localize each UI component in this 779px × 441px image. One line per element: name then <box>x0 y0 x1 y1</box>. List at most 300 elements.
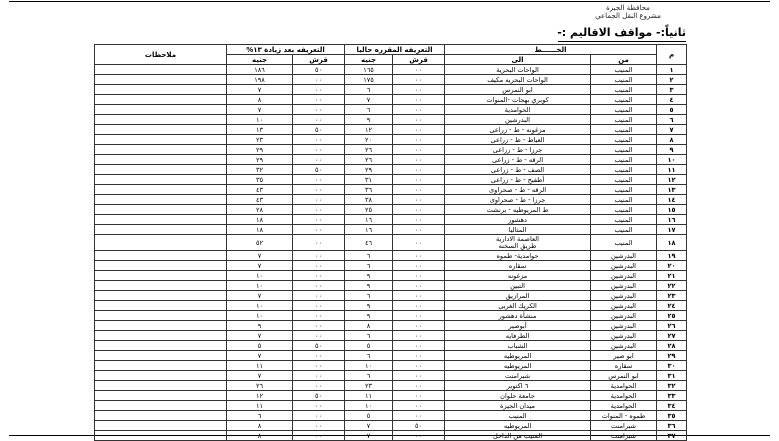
new-piaster-cell: ٠٠ <box>293 271 345 281</box>
new-piaster-cell: ٠٠ <box>293 135 345 145</box>
new-piaster-cell: ٥٠ <box>293 165 345 175</box>
notes-cell <box>95 271 227 281</box>
to-cell: ميدان الجيزة <box>445 401 591 411</box>
new-pound-cell: ١٠ <box>227 115 293 125</box>
new-pound-cell: ٧ <box>227 351 293 361</box>
from-cell: الحوامدية <box>591 391 657 401</box>
row-number-cell: ٣٦ <box>657 421 687 431</box>
current-piaster-cell: ٠٠ <box>393 401 445 411</box>
to-line-1: العاصمة الادارية <box>496 234 540 243</box>
to-cell: جرزا - ط - صحراوى <box>445 195 591 205</box>
header-current-piaster: قرش <box>393 55 445 65</box>
header-new-pound: جنيه <box>227 55 293 65</box>
from-cell: الحوامدية <box>591 401 657 411</box>
to-cell: دهشور <box>445 215 591 225</box>
new-pound-cell: ١٠ <box>227 301 293 311</box>
current-pound-cell: ١٢ <box>345 125 393 135</box>
current-piaster-cell: ٠٠ <box>393 411 445 421</box>
notes-cell <box>95 371 227 381</box>
notes-cell <box>95 75 227 85</box>
new-pound-cell: ١٨ <box>227 225 293 235</box>
to-cell: الطرفايه <box>445 331 591 341</box>
current-pound-cell: ٩ <box>345 281 393 291</box>
table-row <box>95 371 687 381</box>
table-row <box>95 225 687 235</box>
from-cell: المنيب <box>591 235 657 251</box>
header-new-piaster: قرش <box>293 55 345 65</box>
current-piaster-cell: ٠٠ <box>393 145 445 155</box>
notes-cell <box>95 185 227 195</box>
new-piaster-cell: ٠٠ <box>293 281 345 291</box>
notes-cell <box>95 311 227 321</box>
new-piaster-cell: ٠٠ <box>293 215 345 225</box>
document-page <box>86 4 694 440</box>
table-row <box>95 431 687 441</box>
table-row <box>95 155 687 165</box>
section-title: ثانياً:- مواقف الاقاليم :- <box>557 26 686 39</box>
row-number-cell: ٢٤ <box>657 301 687 311</box>
row-number-cell: ١٤ <box>657 195 687 205</box>
from-cell: البدرشين <box>591 281 657 291</box>
new-piaster-cell: ٥٠ <box>293 341 345 351</box>
from-cell: شبرامنت <box>591 431 657 441</box>
from-cell: ابو النمرس <box>591 371 657 381</box>
from-cell: المنيب <box>591 145 657 155</box>
notes-cell <box>95 225 227 235</box>
new-piaster-cell: ٠٠ <box>293 105 345 115</box>
new-pound-cell: ١٠ <box>227 281 293 291</box>
to-line-2: طريق السخنه <box>498 241 537 250</box>
to-cell: شبرامنت <box>445 371 591 381</box>
notes-cell <box>95 85 227 95</box>
table-row <box>95 205 687 215</box>
notes-cell <box>95 175 227 185</box>
current-pound-cell: ١٦ <box>345 225 393 235</box>
table-row <box>95 261 687 271</box>
table-row <box>95 301 687 311</box>
notes-cell <box>95 165 227 175</box>
current-piaster-cell: ٠٠ <box>393 381 445 391</box>
new-pound-cell: ٢٣ <box>227 135 293 145</box>
header-route: الخــــــط <box>445 45 657 55</box>
row-number-cell: ٢٨ <box>657 341 687 351</box>
table-row <box>95 391 687 401</box>
to-cell <box>445 235 591 251</box>
table-row <box>95 165 687 175</box>
row-number-cell: ٣٣ <box>657 391 687 401</box>
current-pound-cell: ٦ <box>345 331 393 341</box>
current-pound-cell: ١٠ <box>345 361 393 371</box>
from-cell: شبرامنت <box>591 421 657 431</box>
to-cell: الواحات البحريه مكيف <box>445 75 591 85</box>
organization-header <box>568 4 688 20</box>
new-piaster-cell: ٠٠ <box>293 381 345 391</box>
current-pound-cell: ٧ <box>345 95 393 105</box>
from-cell: المنيب <box>591 105 657 115</box>
new-pound-cell: ٢٦ <box>227 381 293 391</box>
to-cell: ٦ اكتوبر <box>445 381 591 391</box>
current-piaster-cell: ٠٠ <box>393 431 445 441</box>
current-pound-cell: ٢٦ <box>345 155 393 165</box>
current-piaster-cell: ٠٠ <box>393 371 445 381</box>
table-row <box>95 75 687 85</box>
to-cell: العياط - ط - زراعى <box>445 135 591 145</box>
from-cell: المنيب <box>591 225 657 235</box>
from-cell: المنيب <box>591 75 657 85</box>
new-piaster-cell: ٠٠ <box>293 75 345 85</box>
new-pound-cell: ١٩٨ <box>227 75 293 85</box>
row-number-cell: ٢٢ <box>657 281 687 291</box>
from-cell: البدرشين <box>591 261 657 271</box>
new-piaster-cell: ٠٠ <box>293 85 345 95</box>
current-pound-cell: ١٦ <box>345 215 393 225</box>
notes-cell <box>95 421 227 431</box>
row-number-cell: ٣٢ <box>657 381 687 391</box>
notes-cell <box>95 155 227 165</box>
table-row <box>95 195 687 205</box>
row-number-cell: ١٨ <box>657 235 687 251</box>
row-number-cell: ١٢ <box>657 175 687 185</box>
notes-cell <box>95 331 227 341</box>
row-number-cell: ١٩ <box>657 251 687 261</box>
table-row <box>95 185 687 195</box>
table-row <box>95 135 687 145</box>
current-piaster-cell: ٠٠ <box>393 341 445 351</box>
notes-cell <box>95 95 227 105</box>
current-piaster-cell: ٠٠ <box>393 185 445 195</box>
new-piaster-cell: ٠٠ <box>293 421 345 431</box>
from-cell: الحوامدية <box>591 381 657 391</box>
row-number-cell: ٨ <box>657 135 687 145</box>
notes-cell <box>95 291 227 301</box>
row-number-cell: ١٥ <box>657 205 687 215</box>
from-cell: المنيب <box>591 195 657 205</box>
current-piaster-cell: ٠٠ <box>393 331 445 341</box>
current-piaster-cell: ٥٠ <box>393 421 445 431</box>
current-pound-cell: ٩ <box>345 311 393 321</box>
current-piaster-cell: ٠٠ <box>393 235 445 251</box>
table-row <box>95 341 687 351</box>
current-pound-cell: ٦ <box>345 261 393 271</box>
table-row <box>95 311 687 321</box>
header-new-fare: التعريفه بعد زيادة ١٣% <box>227 45 345 55</box>
frame-line-top <box>9 1 770 2</box>
row-number-cell: ٢٩ <box>657 351 687 361</box>
notes-cell <box>95 125 227 135</box>
to-cell: الشباب <box>445 341 591 351</box>
from-cell: البدرشين <box>591 321 657 331</box>
row-number-cell: ٥ <box>657 105 687 115</box>
to-cell: جرزا - ط - زراعى <box>445 145 591 155</box>
table-row <box>95 115 687 125</box>
to-cell: المرازيق <box>445 291 591 301</box>
new-piaster-cell: ٠٠ <box>293 95 345 105</box>
header-current-pound: جنيه <box>345 55 393 65</box>
organization-name: محافظة الجيزة <box>606 4 650 12</box>
notes-cell <box>95 215 227 225</box>
current-pound-cell: ٧ <box>345 421 393 431</box>
fare-table-body <box>95 65 687 441</box>
table-row <box>95 105 687 115</box>
from-cell: المنيب <box>591 65 657 75</box>
current-piaster-cell: ٠٠ <box>393 115 445 125</box>
table-row <box>95 145 687 155</box>
row-number-cell: ٢ <box>657 75 687 85</box>
notes-cell <box>95 391 227 401</box>
current-piaster-cell: ٠٠ <box>393 155 445 165</box>
new-pound-cell: ٤٣ <box>227 195 293 205</box>
new-piaster-cell: ٠٠ <box>293 311 345 321</box>
notes-cell <box>95 341 227 351</box>
to-cell: المثاليا <box>445 225 591 235</box>
table-row <box>95 175 687 185</box>
current-pound-cell: ١١ <box>345 391 393 401</box>
from-cell: طموه - المنوات <box>591 411 657 421</box>
new-pound-cell: ٧ <box>227 331 293 341</box>
new-pound-cell: ٧ <box>227 291 293 301</box>
row-number-cell: ٢٣ <box>657 291 687 301</box>
current-pound-cell: ٩ <box>345 271 393 281</box>
table-header-row <box>95 45 687 55</box>
row-number-cell: ٣٧ <box>657 431 687 441</box>
table-row <box>95 361 687 371</box>
notes-cell <box>95 351 227 361</box>
current-piaster-cell: ٠٠ <box>393 251 445 261</box>
header-current-fare: التعريفه المقرره حاليا <box>345 45 445 55</box>
current-piaster-cell: ٠٠ <box>393 75 445 85</box>
from-cell: المنيب <box>591 205 657 215</box>
notes-cell <box>95 115 227 125</box>
table-row <box>95 271 687 281</box>
from-cell: المنيب <box>591 185 657 195</box>
row-number-cell: ٢٧ <box>657 331 687 341</box>
row-number-cell: ٢٠ <box>657 261 687 271</box>
from-cell: المنيب <box>591 125 657 135</box>
new-piaster-cell: ٠٠ <box>293 301 345 311</box>
current-pound-cell: ٢٣ <box>345 381 393 391</box>
row-number-cell: ١٧ <box>657 225 687 235</box>
fare-table <box>94 44 687 441</box>
table-row <box>95 95 687 105</box>
row-number-cell: ١١ <box>657 165 687 175</box>
current-pound-cell: ٥ <box>345 411 393 421</box>
notes-cell <box>95 65 227 75</box>
new-pound-cell: ٧ <box>227 85 293 95</box>
new-piaster-cell: ٥٠ <box>293 125 345 135</box>
new-piaster-cell: ٥٠ <box>293 65 345 75</box>
current-piaster-cell: ٠٠ <box>393 225 445 235</box>
table-row <box>95 251 687 261</box>
new-pound-cell: ٨ <box>227 95 293 105</box>
current-piaster-cell: ٠٠ <box>393 271 445 281</box>
table-row <box>95 351 687 361</box>
new-pound-cell: ٦ <box>227 411 293 421</box>
new-piaster-cell: ٠٠ <box>293 261 345 271</box>
new-pound-cell: ٣٥ <box>227 175 293 185</box>
new-pound-cell: ١٨٦ <box>227 65 293 75</box>
current-pound-cell: ٦ <box>345 291 393 301</box>
from-cell: البدرشين <box>591 251 657 261</box>
to-cell: حوامدية- طموه <box>445 251 591 261</box>
current-piaster-cell: ٠٠ <box>393 301 445 311</box>
to-cell: التبين <box>445 281 591 291</box>
new-pound-cell: ١٠ <box>227 311 293 321</box>
from-cell: سقاره <box>591 361 657 371</box>
new-piaster-cell: ٠٠ <box>293 331 345 341</box>
header-to: الى <box>445 55 591 65</box>
current-piaster-cell: ٠٠ <box>393 125 445 135</box>
new-piaster-cell: ٠٠ <box>293 185 345 195</box>
to-cell: الرقه - ط - صحراوى <box>445 185 591 195</box>
notes-cell <box>95 401 227 411</box>
current-pound-cell: ٧ <box>345 431 393 441</box>
from-cell: المنيب <box>591 175 657 185</box>
table-row <box>95 235 687 251</box>
new-pound-cell: ٢٩ <box>227 145 293 155</box>
to-cell: المريوطيه <box>445 351 591 361</box>
from-cell: البدرشين <box>591 271 657 281</box>
current-pound-cell: ٦ <box>345 351 393 361</box>
current-pound-cell: ٦ <box>345 85 393 95</box>
table-row <box>95 381 687 391</box>
new-pound-cell: ٧ <box>227 371 293 381</box>
table-row <box>95 65 687 75</box>
table-row <box>95 421 687 431</box>
current-piaster-cell: ٠٠ <box>393 261 445 271</box>
to-cell: المنيب من الداخل <box>445 431 591 441</box>
new-piaster-cell: ٠٠ <box>293 205 345 215</box>
current-pound-cell: ٢٩ <box>345 165 393 175</box>
current-pound-cell: ٦ <box>345 371 393 381</box>
current-pound-cell: ٢٦ <box>345 145 393 155</box>
new-piaster-cell: ٠٠ <box>293 361 345 371</box>
current-pound-cell: ١٦٥ <box>345 65 393 75</box>
current-pound-cell: ٩ <box>345 115 393 125</box>
new-piaster-cell: ٠٠ <box>293 155 345 165</box>
new-piaster-cell: ٠٠ <box>293 411 345 421</box>
current-piaster-cell: ٠٠ <box>393 165 445 175</box>
current-piaster-cell: ٠٠ <box>393 105 445 115</box>
table-row <box>95 215 687 225</box>
new-pound-cell: ١٨ <box>227 215 293 225</box>
row-number-cell: ٢٥ <box>657 311 687 321</box>
from-cell: البدرشين <box>591 331 657 341</box>
from-cell: المنيب <box>591 85 657 95</box>
to-cell: المنيب <box>445 411 591 421</box>
new-piaster-cell: ٠٠ <box>293 371 345 381</box>
header-number: م <box>657 45 687 65</box>
from-cell: المنيب <box>591 165 657 175</box>
project-name: مشروع النقل الجماعي <box>595 12 661 20</box>
table-row <box>95 321 687 331</box>
row-number-cell: ٣٠ <box>657 361 687 371</box>
row-number-cell: ١٣ <box>657 185 687 195</box>
notes-cell <box>95 321 227 331</box>
new-pound-cell: ٨ <box>227 421 293 431</box>
to-cell: مزغونه <box>445 271 591 281</box>
from-cell: المنيب <box>591 95 657 105</box>
row-number-cell: ٦ <box>657 115 687 125</box>
notes-cell <box>95 431 227 441</box>
to-cell: أطفيح - ط - زراعى <box>445 175 591 185</box>
to-cell: ط المريوطيه - برنشت <box>445 205 591 215</box>
new-pound-cell: ٩ <box>227 321 293 331</box>
row-number-cell: ١ <box>657 65 687 75</box>
current-piaster-cell: ٠٠ <box>393 85 445 95</box>
current-pound-cell: ٨ <box>345 321 393 331</box>
current-pound-cell: ١٠ <box>345 401 393 411</box>
new-piaster-cell: ٥٠ <box>293 391 345 401</box>
to-cell: المريوطيه <box>445 421 591 431</box>
new-pound-cell: ٧ <box>227 251 293 261</box>
row-number-cell: ٣٤ <box>657 401 687 411</box>
row-number-cell: ٢١ <box>657 271 687 281</box>
to-cell: جامعة حلوان <box>445 391 591 401</box>
to-cell: ابو النمرس <box>445 85 591 95</box>
current-pound-cell: ٥ <box>345 341 393 351</box>
current-piaster-cell: ٠٠ <box>393 175 445 185</box>
current-pound-cell: ٢٠ <box>345 135 393 145</box>
notes-cell <box>95 145 227 155</box>
new-piaster-cell: ٠٠ <box>293 431 345 441</box>
table-row <box>95 85 687 95</box>
new-piaster-cell: ٠٠ <box>293 401 345 411</box>
current-piaster-cell: ٠٠ <box>393 311 445 321</box>
new-pound-cell: ١١ <box>227 401 293 411</box>
from-cell: البدرشين <box>591 311 657 321</box>
new-piaster-cell: ٠٠ <box>293 251 345 261</box>
new-pound-cell: ٢٩ <box>227 155 293 165</box>
from-cell: المنيب <box>591 115 657 125</box>
current-piaster-cell: ٠٠ <box>393 205 445 215</box>
notes-cell <box>95 281 227 291</box>
notes-cell <box>95 205 227 215</box>
current-piaster-cell: ٠٠ <box>393 215 445 225</box>
current-piaster-cell: ٠٠ <box>393 321 445 331</box>
current-piaster-cell: ٠٠ <box>393 195 445 205</box>
current-pound-cell: ٢٥ <box>345 205 393 215</box>
row-number-cell: ٣٥ <box>657 411 687 421</box>
current-piaster-cell: ٠٠ <box>393 291 445 301</box>
current-piaster-cell: ٠٠ <box>393 95 445 105</box>
table-row <box>95 125 687 135</box>
notes-cell <box>95 411 227 421</box>
current-piaster-cell: ٠٠ <box>393 361 445 371</box>
from-cell: المنيب <box>591 135 657 145</box>
new-pound-cell: ٧ <box>227 105 293 115</box>
to-cell: الواحات البحرية <box>445 65 591 75</box>
table-row <box>95 411 687 421</box>
to-cell: الصف - ط - زراعى <box>445 165 591 175</box>
from-cell: البدرشين <box>591 291 657 301</box>
to-cell: أبوصير <box>445 321 591 331</box>
section-title-underline <box>558 41 686 42</box>
new-piaster-cell: ٠٠ <box>293 115 345 125</box>
current-pound-cell: ٣٦ <box>345 185 393 195</box>
notes-cell <box>95 195 227 205</box>
notes-cell <box>95 235 227 251</box>
row-number-cell: ٢٦ <box>657 321 687 331</box>
notes-cell <box>95 261 227 271</box>
from-cell: ابو صير <box>591 351 657 361</box>
to-cell: الرقه - ط - زراعى <box>445 155 591 165</box>
table-row <box>95 401 687 411</box>
new-piaster-cell: ٠٠ <box>293 145 345 155</box>
new-pound-cell: ١٠ <box>227 271 293 281</box>
new-pound-cell: ٢٨ <box>227 205 293 215</box>
new-pound-cell: ٥ <box>227 341 293 351</box>
current-pound-cell: ٦ <box>345 105 393 115</box>
